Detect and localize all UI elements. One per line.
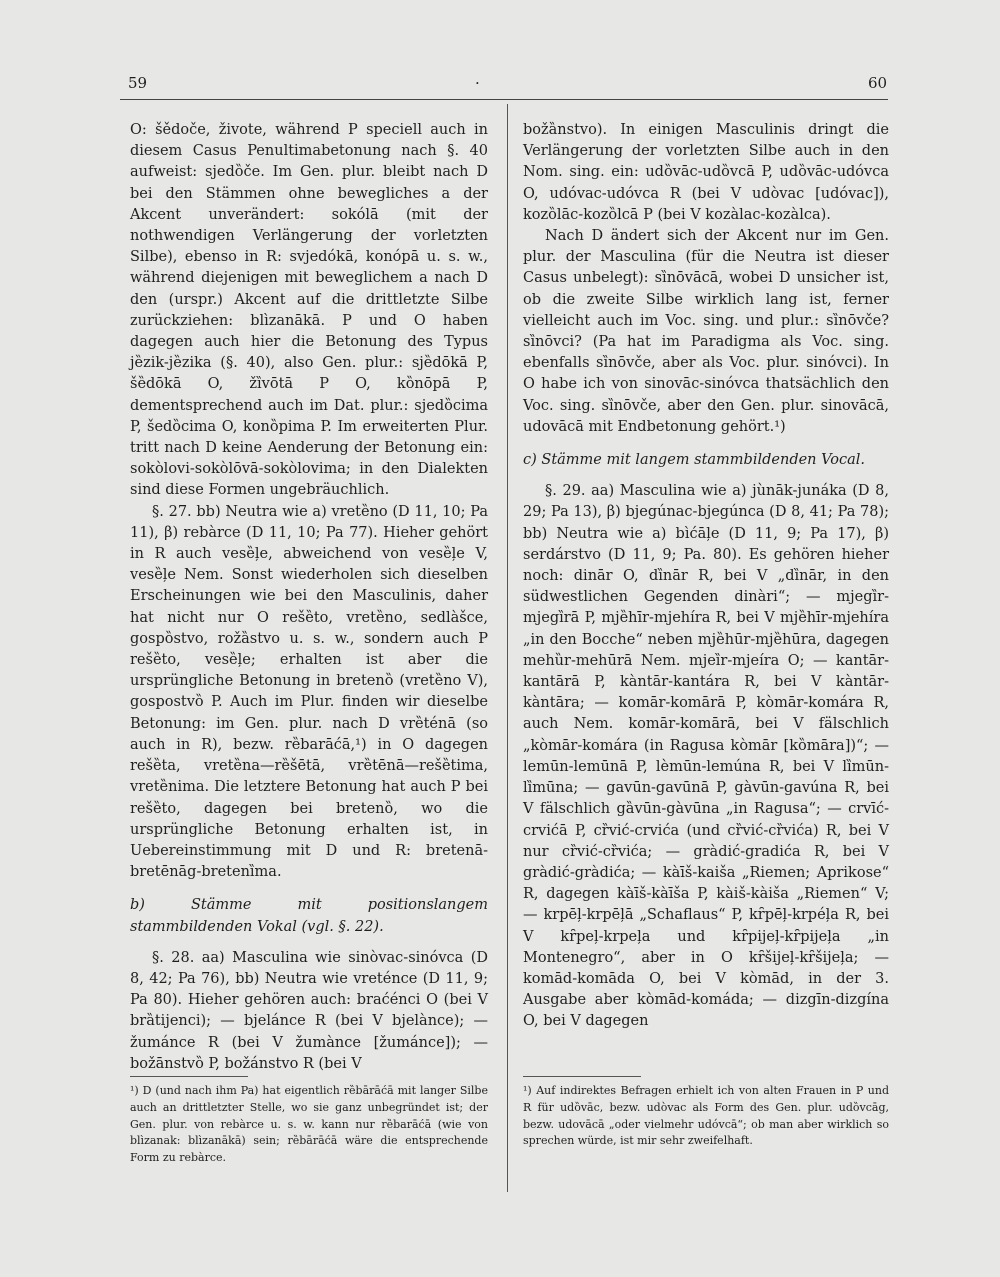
paragraph-27: §. 27. bb) Neutra wie a) vretȅno (D 11, 10; Pa 11), β) rebàrce (D 11, 10; Pa 77). Hieher gehört in R auch vesȅļe, abweichend von vesȅļe V, vesȅļe Nem. Sonst wiederholen sich dieselben Erscheinungen wie bei den Masculinis, daher hat nicht nur O rešȅto, vretȅno, sedlàšce, gospȍstvo, rožȁstvo u. s. w., sondern auch P rešȅto, vesȅļe; erhalten ist aber die ursprüngliche Betonung in bretenȍ (vretȅno V), gospostvȍ P. Auch im Plur. finden wir dieselbe Betonung: im Gen. plur. nach D vrȅténā (so auch in R), bezw. rȅbarāćā,¹) in O dagegen rešȅta, vretȅna—rȅšētā, vrȅtēnā—rešȅtima, vretȅnima. Die letztere Betonung hat auch P bei rešȅto, dagegen bei bretenȍ, wo die ursprüngliche Betonung erhalten ist, in Uebereinstimmung mit D und R: bretenā-bretēnāg-bretenȉma. (130, 503, 488, 881)
footnote-rule-left (130, 1076, 248, 1077)
column-divider (507, 104, 508, 1192)
header-separator: · (475, 74, 480, 92)
paragraph-29: §. 29. aa) Masculina wie a) jùnāk-junáka (D 8, 29; Pa 13), β) bjegúnac-bjegúnca (D 8, 41; Pa 78); bb) Neutra wie a) bìćāļe (D 11, 9; Pa 17), β) serdárstvo (D 11, 9; Pa. 80). Es gehören hieher noch: dinār O, dȉnār R, bei V „dȉnār, in den südwestlichen Gegenden dinàri“; — mjegȉr-mjegȉrā P, mjȅhīr-mjehíra R, bei V mjȅhīr-mjehíra „in den Bocche“ neben mjȅhūr-mjȅhūra, dagegen mehȕr-mehūrā Nem. mjeȉr-mjeíra O; — kantār-kantārā P, kàntār-kantára R, bei V kàntār-kàntāra; — komār-komārā P, kòmār-komára R, auch Nem. komār-komārā, bei V fälschlich „kòmār-komára (in Ragusa kòmār [kȍmāra])“; — lemūn-lemūnā P, lèmūn-lemúna R, bei V lȉmūn-lȉmūna; — gavūn-gavūnā P, gàvūn-gavúna R, bei V fälschlich gȁvūn-gàvūna „in Ragusa“; — crvīć-crvićā P, cȑvić-crvića (und cȑvić-cȑvića) R, bei V nur cȑvić-cȑvića; — gràdić-gradića R, bei V gràdić-gràdića; — kàīš-kaiša „Riemen; Aprikose“ R, dagegen kàīš-kàīša P, kàiš-kàiša „Riemen“ V; — krpēļ-krpēļā „Schaflaus“ P, kȓpēļ-krpéļa R, bei V kȓpeļ-krpeļa und kȓpijeļ-kȓpijeļa „in Montenegro“, aber in O kȓšijeļ-kȓšijeļa; — komād-komāda O, bei V kòmād, in der 3. Ausgabe aber kòmād-komáda; — dizgīn-dizgína O, bei V dagegen (523, 483, 889, 1030)
footnote-left: ¹) D (und nach ihm Pa) hat eigentlich rȅbārāćā mit langer Silbe auch an drittletzter Stelle, wo sie ganz unbegründet ist; der Gen. plur. von rebàrce u. s. w. kann nur rȅbarāćā (wie von blìzanak: blìzanākā) sein; rȅbārāćā wäre die entsprechende Form zu rebàrce. (130, 1084, 488, 1165)
section-heading-b: b) Stämme mit positionslangem stammbildenden Vokal (vgl. §. 22). (130, 897, 488, 935)
footnote-rule-right (523, 1076, 641, 1077)
page-number-left: 59 (128, 74, 148, 92)
section-heading-c: c) Stämme mit langem stammbildenden Vocal. (523, 452, 866, 469)
footnote-right: ¹) Auf indirektes Befragen erhielt ich von alten Frauen in P und R für udȍvāc, bezw. udòvac als Form des Gen. plur. udȍvcāg, bezw. udovācā „oder vielmehr udóvcā“; ob man aber wirklich so sprechen würde, ist mir sehr zweifelhaft. (523, 1084, 889, 1148)
paragraph-28: §. 28. aa) Masculina wie sinòvac-sinóvca (D 8, 42; Pa 76), bb) Neutra wie vreténce (D 11, 9; Pa 80). Hieher gehören auch: braćénci O (bei V brȁtijenci); — bjelánce R (bei V bjelànce); — žumánce R (bei V žumànce [žumánce]); — božānstvȍ P, božánstvo R (bei V (130, 949, 488, 1072)
right-column (523, 120, 889, 1033)
paragraph-d-akcent: Nach D ändert sich der Akcent nur im Gen. plur. der Masculina (für die Neutra ist dieser Casus unbelegt): sȉnōvācā, wobei D unsicher ist, ob die zweite Silbe wirklich lang ist, ferner vielleicht auch im Voc. sing. und plur.: sȉnōvče? sȉnōvci? (Pa hat im Paradigma als Voc. sing. ebenfalls sȉnōvče, aber als Voc. plur. sinóvci). In O habe ich von sinovāc-sinóvca thatsächlich den Voc. sing. sȉnōvče, aber den Gen. plur. sinovācā, udovācā mit Endbetonung gehört.¹) (523, 228, 889, 435)
page-number-right: 60 (868, 74, 888, 92)
header-rule (120, 99, 888, 100)
paragraph-continuation: božȁnstvo). In einigen Masculinis dringt die Verlängerung der vorletzten Silbe auch in den Nom. sing. ein: udȍvāc-udȍvcā P, udȍvāc-udóvca O, udóvac-udóvca R (bei V udòvac [udóvac]), kozȍlāc-kozȍlcā P (bei V kozàlac-kozàlca). (523, 122, 889, 223)
paragraph-continuation: O: šědoče, živote, während P speciell auch in diesem Casus Penultimabetonung nach §. 40 aufweist: sjedȍče. Im Gen. plur. bleibt nach D bei den Stämmen ohne bewegliches a der Akcent unverändert: sokólā (mit der nothwendigen Verlängerung der vorletzten Silbe), ebenso in R: svjedókā, konópā u. s. w., während diejenigen mit beweglichem a nach D den (urspr.) Akcent auf die drittletzte Silbe zurückziehen: blìzanākā. P und O haben dagegen auch hier die Betonung des Typus jȅzik-jȅzika (§. 40), also Gen. plur.: sjȅdōkā P, šȅdōkā O, žȉvōtā P O, kȍnōpā P, dementsprechend auch im Dat. plur.: sjedȍcima P, šedȍcima O, konȍpima P. Im erweiterten Plur. tritt nach D keine Aenderung der Betonung ein: sokòlovi-sokòlōvā-sokòlovima; in den Dialekten sind diese Formen ungebräuchlich. (130, 122, 488, 499)
left-column (130, 120, 488, 1075)
